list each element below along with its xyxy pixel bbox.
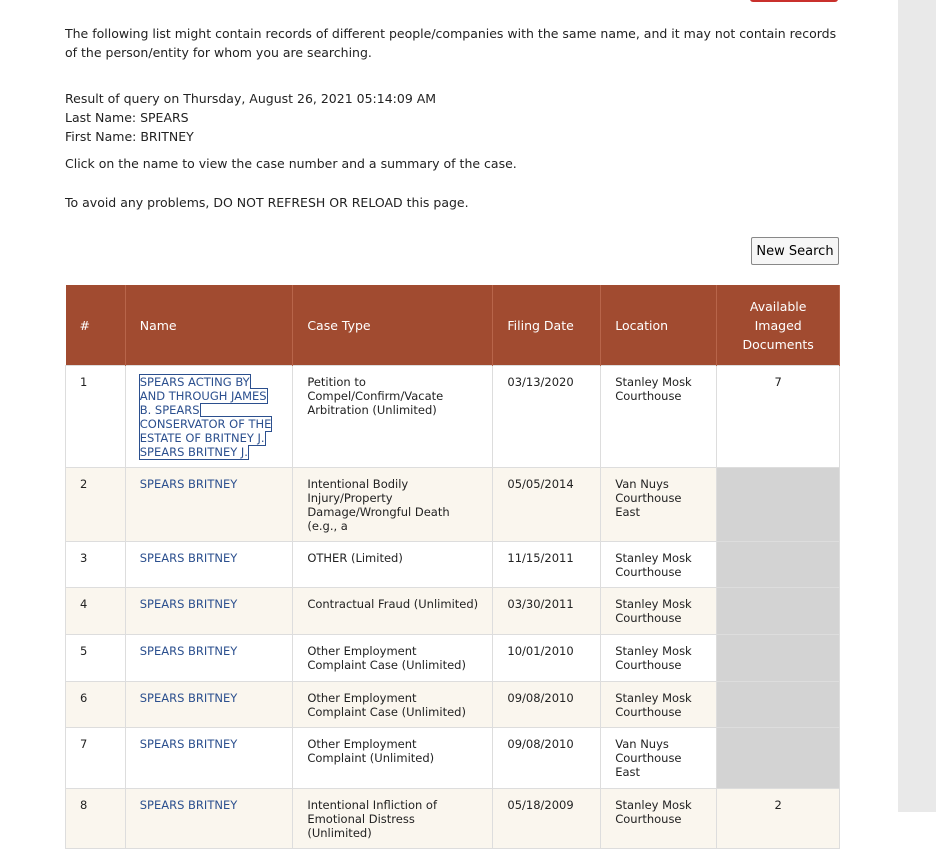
- warning: To avoid any problems, DO NOT REFRESH OR RELOAD this page.: [65, 195, 469, 210]
- imaged-documents: [717, 468, 840, 542]
- imaged-documents: [717, 542, 840, 588]
- case-name-link[interactable]: SPEARS BRITNEY: [139, 551, 238, 565]
- imaged-documents: 7: [717, 366, 840, 468]
- row-number: 7: [66, 728, 126, 789]
- imaged-documents: [717, 635, 840, 682]
- row-number: 5: [66, 635, 126, 682]
- location: Stanley Mosk Courthouse: [601, 682, 717, 728]
- disclaimer-text: The following list might contain records of different people/companies with the same name, and it may not contain records of the person/entity for whom you are searching.: [65, 26, 837, 60]
- imaged-documents: 2: [717, 789, 840, 849]
- case-name-link[interactable]: SPEARS BRITNEY: [139, 477, 238, 491]
- filing-date: 11/15/2011: [493, 542, 601, 588]
- case-name-link[interactable]: SPEARS BRITNEY: [139, 691, 238, 705]
- name-cell: [125, 728, 293, 789]
- filing-date: 03/13/2020: [493, 366, 601, 468]
- table-row: [66, 789, 840, 849]
- imaged-documents: [717, 682, 840, 728]
- table-row: [66, 468, 840, 542]
- row-number: 1: [66, 366, 126, 468]
- column-header: Case Type: [293, 285, 493, 366]
- results-table: [65, 285, 840, 849]
- name-cell: [125, 588, 293, 635]
- case-name-link[interactable]: SPEARS ACTING BY AND THROUGH JAMES B. SPEARS CONSERVATOR OF THE ESTATE OF BRITNEY J. SPEARS BRITNEY J.: [139, 375, 272, 459]
- first-name: First Name: BRITNEY: [65, 129, 194, 144]
- name-cell: [125, 682, 293, 728]
- case-type: Petition to Compel/Confirm/Vacate Arbitration (Unlimited): [293, 366, 493, 468]
- case-type: OTHER (Limited): [293, 542, 493, 588]
- location: Stanley Mosk Courthouse: [601, 635, 717, 682]
- filing-date: 05/18/2009: [493, 789, 601, 849]
- filing-date: 10/01/2010: [493, 635, 601, 682]
- table-row: [66, 635, 840, 682]
- filing-date: 05/05/2014: [493, 468, 601, 542]
- instructions: Click on the name to view the case number and a summary of the case.: [65, 156, 517, 171]
- filing-date: 09/08/2010: [493, 728, 601, 789]
- case-name-link[interactable]: SPEARS BRITNEY: [139, 644, 238, 658]
- case-name-link[interactable]: SPEARS BRITNEY: [139, 737, 238, 751]
- page-margin: [898, 0, 936, 812]
- table-row: [66, 366, 840, 468]
- case-type: Other Employment Complaint Case (Unlimited): [293, 635, 493, 682]
- row-number: 3: [66, 542, 126, 588]
- case-type: Intentional Bodily Injury/Property Damage/Wrongful Death (e.g., a: [293, 468, 493, 542]
- column-header: Filing Date: [493, 285, 601, 366]
- table-row: [66, 682, 840, 728]
- column-header: Available Imaged Documents: [717, 285, 840, 366]
- imaged-documents: [717, 588, 840, 635]
- name-cell: [125, 542, 293, 588]
- case-type: Other Employment Complaint (Unlimited): [293, 728, 493, 789]
- filing-date: 03/30/2011: [493, 588, 601, 635]
- row-number: 4: [66, 588, 126, 635]
- last-name: Last Name: SPEARS: [65, 110, 189, 125]
- column-header: Location: [601, 285, 717, 366]
- location: Stanley Mosk Courthouse: [601, 366, 717, 468]
- table-row: [66, 542, 840, 588]
- table-row: [66, 728, 840, 789]
- column-header: #: [66, 285, 126, 366]
- new-search-button[interactable]: New Search: [751, 237, 839, 265]
- location: Stanley Mosk Courthouse: [601, 542, 717, 588]
- case-name-link[interactable]: SPEARS BRITNEY: [139, 597, 238, 611]
- location: Van Nuys Courthouse East: [601, 728, 717, 789]
- row-number: 2: [66, 468, 126, 542]
- case-type: Contractual Fraud (Unlimited): [293, 588, 493, 635]
- row-number: 8: [66, 789, 126, 849]
- location: Stanley Mosk Courthouse: [601, 789, 717, 849]
- case-type: Other Employment Complaint Case (Unlimited): [293, 682, 493, 728]
- name-cell: [125, 789, 293, 849]
- imaged-documents: [717, 728, 840, 789]
- filing-date: 09/08/2010: [493, 682, 601, 728]
- case-name-link[interactable]: SPEARS BRITNEY: [139, 798, 238, 812]
- name-cell: [125, 468, 293, 542]
- table-row: [66, 588, 840, 635]
- column-header: Name: [125, 285, 293, 366]
- name-cell: [125, 366, 293, 468]
- row-number: 6: [66, 682, 126, 728]
- top-button[interactable]: [750, 0, 838, 2]
- query-result: Result of query on Thursday, August 26, 2021 05:14:09 AM: [65, 91, 437, 106]
- case-type: Intentional Infliction of Emotional Distress (Unlimited): [293, 789, 493, 849]
- location: Stanley Mosk Courthouse: [601, 588, 717, 635]
- location: Van Nuys Courthouse East: [601, 468, 717, 542]
- name-cell: [125, 635, 293, 682]
